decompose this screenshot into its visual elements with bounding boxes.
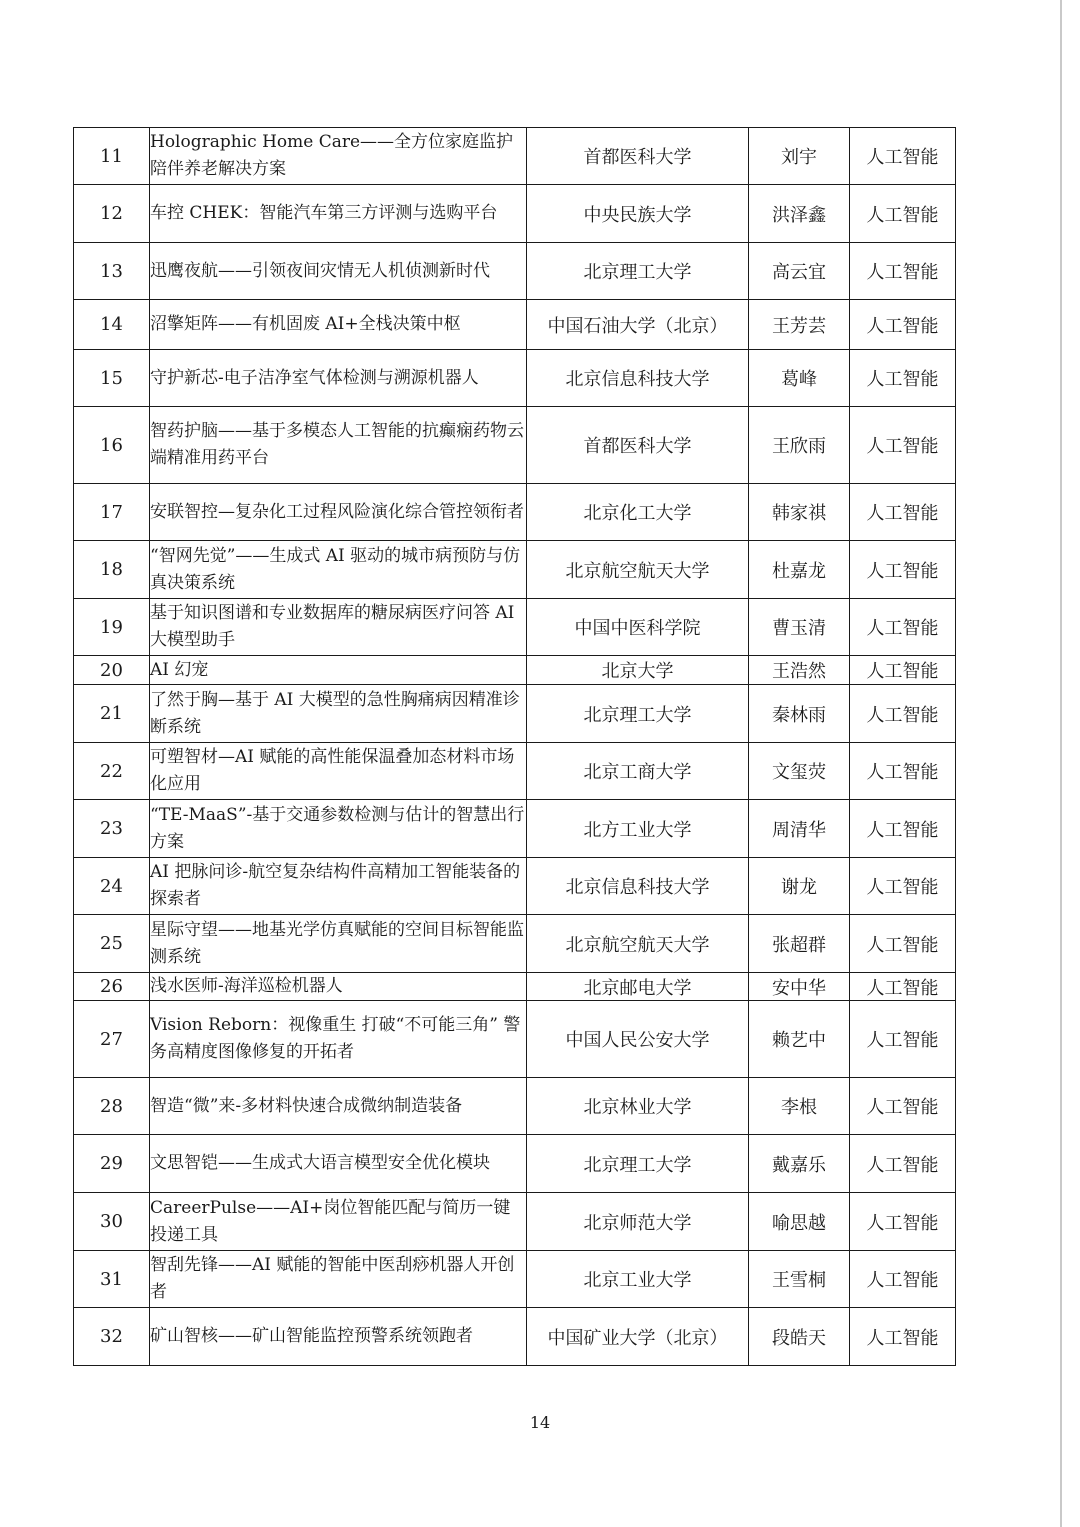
school-name: 北京化工大学 — [527, 484, 749, 541]
track-name: 人工智能 — [850, 858, 956, 915]
leader-name: 周清华 — [749, 800, 850, 858]
row-number: 32 — [74, 1308, 150, 1366]
track-name: 人工智能 — [850, 1078, 956, 1135]
track-name: 人工智能 — [850, 1308, 956, 1366]
row-number: 16 — [74, 407, 150, 484]
leader-name: 段皓天 — [749, 1308, 850, 1366]
leader-name: 王雪桐 — [749, 1251, 850, 1308]
row-number: 18 — [74, 541, 150, 599]
leader-name: 刘宇 — [749, 128, 850, 185]
project-name: 浅水医师-海洋巡检机器人 — [150, 973, 527, 1001]
table-row — [74, 1308, 956, 1366]
project-name: 可塑智材—AI 赋能的高性能保温叠加态材料市场化应用 — [150, 743, 527, 800]
project-table — [73, 127, 956, 1366]
school-name: 北方工业大学 — [527, 800, 749, 858]
school-name: 首都医科大学 — [527, 407, 749, 484]
project-name: 了然于胸—基于 AI 大模型的急性胸痛病因精准诊断系统 — [150, 685, 527, 743]
leader-name: 张超群 — [749, 915, 850, 973]
school-name: 首都医科大学 — [527, 128, 749, 185]
school-name: 中国人民公安大学 — [527, 1001, 749, 1078]
row-number: 22 — [74, 743, 150, 800]
school-name: 北京工商大学 — [527, 743, 749, 800]
track-name: 人工智能 — [850, 484, 956, 541]
table-row — [74, 350, 956, 407]
track-name: 人工智能 — [850, 743, 956, 800]
table-row — [74, 915, 956, 973]
school-name: 北京邮电大学 — [527, 973, 749, 1001]
row-number: 30 — [74, 1193, 150, 1251]
project-name: 文思智铠——生成式大语言模型安全优化模块 — [150, 1135, 527, 1193]
track-name: 人工智能 — [850, 1001, 956, 1078]
row-number: 11 — [74, 128, 150, 185]
row-number: 17 — [74, 484, 150, 541]
project-name: 智刮先锋——AI 赋能的智能中医刮痧机器人开创者 — [150, 1251, 527, 1308]
table-row — [74, 599, 956, 656]
table-row — [74, 973, 956, 1001]
leader-name: 李根 — [749, 1078, 850, 1135]
leader-name: 葛峰 — [749, 350, 850, 407]
leader-name: 王浩然 — [749, 656, 850, 685]
row-number: 14 — [74, 300, 150, 350]
school-name: 北京航空航天大学 — [527, 541, 749, 599]
track-name: 人工智能 — [850, 1251, 956, 1308]
table-row — [74, 1135, 956, 1193]
track-name: 人工智能 — [850, 599, 956, 656]
leader-name: 王芳芸 — [749, 300, 850, 350]
leader-name: 文玺荧 — [749, 743, 850, 800]
school-name: 中国石油大学（北京） — [527, 300, 749, 350]
table-row — [74, 743, 956, 800]
track-name: 人工智能 — [850, 243, 956, 300]
project-name: 星际守望——地基光学仿真赋能的空间目标智能监测系统 — [150, 915, 527, 973]
table-row — [74, 800, 956, 858]
school-name: 北京理工大学 — [527, 685, 749, 743]
table-row — [74, 1251, 956, 1308]
project-name: 守护新芯-电子洁净室气体检测与溯源机器人 — [150, 350, 527, 407]
project-table-body — [74, 128, 956, 1366]
row-number: 13 — [74, 243, 150, 300]
row-number: 26 — [74, 973, 150, 1001]
leader-name: 赖艺中 — [749, 1001, 850, 1078]
project-name: Holographic Home Care——全方位家庭监护陪伴养老解决方案 — [150, 128, 527, 185]
table-row — [74, 243, 956, 300]
table-row — [74, 1193, 956, 1251]
track-name: 人工智能 — [850, 1135, 956, 1193]
school-name: 中国矿业大学（北京） — [527, 1308, 749, 1366]
project-name: 基于知识图谱和专业数据库的糖尿病医疗问答 AI 大模型助手 — [150, 599, 527, 656]
table-row — [74, 300, 956, 350]
track-name: 人工智能 — [850, 128, 956, 185]
table-row — [74, 656, 956, 685]
track-name: 人工智能 — [850, 685, 956, 743]
leader-name: 高云宜 — [749, 243, 850, 300]
row-number: 19 — [74, 599, 150, 656]
table-row — [74, 685, 956, 743]
leader-name: 王欣雨 — [749, 407, 850, 484]
project-name: “智网先觉”——生成式 AI 驱动的城市病预防与仿真决策系统 — [150, 541, 527, 599]
track-name: 人工智能 — [850, 185, 956, 243]
table-row — [74, 484, 956, 541]
row-number: 12 — [74, 185, 150, 243]
project-name: 迅鹰夜航——引领夜间灾情无人机侦测新时代 — [150, 243, 527, 300]
school-name: 北京林业大学 — [527, 1078, 749, 1135]
leader-name: 曹玉清 — [749, 599, 850, 656]
row-number: 25 — [74, 915, 150, 973]
school-name: 北京信息科技大学 — [527, 350, 749, 407]
project-name: AI 把脉问诊-航空复杂结构件高精加工智能装备的探索者 — [150, 858, 527, 915]
row-number: 27 — [74, 1001, 150, 1078]
table-row — [74, 541, 956, 599]
project-name: 车控 CHEK：智能汽车第三方评测与选购平台 — [150, 185, 527, 243]
project-name: 智造“微”来-多材料快速合成微纳制造装备 — [150, 1078, 527, 1135]
leader-name: 洪泽鑫 — [749, 185, 850, 243]
school-name: 北京航空航天大学 — [527, 915, 749, 973]
row-number: 28 — [74, 1078, 150, 1135]
school-name: 北京师范大学 — [527, 1193, 749, 1251]
track-name: 人工智能 — [850, 800, 956, 858]
track-name: 人工智能 — [850, 1193, 956, 1251]
row-number: 15 — [74, 350, 150, 407]
project-name: AI 幻宠 — [150, 656, 527, 685]
page-number: 14 — [529, 1413, 551, 1432]
leader-name: 戴嘉乐 — [749, 1135, 850, 1193]
row-number: 24 — [74, 858, 150, 915]
leader-name: 喻思越 — [749, 1193, 850, 1251]
project-name: Vision Reborn：视像重生 打破“不可能三角” 警务高精度图像修复的开拓者 — [150, 1001, 527, 1078]
scan-edge-line — [1060, 0, 1062, 1527]
row-number: 20 — [74, 656, 150, 685]
track-name: 人工智能 — [850, 407, 956, 484]
table-row — [74, 407, 956, 484]
table-row — [74, 858, 956, 915]
school-name: 北京理工大学 — [527, 1135, 749, 1193]
project-name: 智药护脑——基于多模态人工智能的抗癫痫药物云端精准用药平台 — [150, 407, 527, 484]
table-row — [74, 185, 956, 243]
track-name: 人工智能 — [850, 915, 956, 973]
school-name: 北京理工大学 — [527, 243, 749, 300]
project-name: CareerPulse——AI+岗位智能匹配与简历一键投递工具 — [150, 1193, 527, 1251]
leader-name: 谢龙 — [749, 858, 850, 915]
leader-name: 韩家祺 — [749, 484, 850, 541]
track-name: 人工智能 — [850, 973, 956, 1001]
track-name: 人工智能 — [850, 300, 956, 350]
table-row — [74, 128, 956, 185]
track-name: 人工智能 — [850, 541, 956, 599]
table-row — [74, 1078, 956, 1135]
school-name: 中国中医科学院 — [527, 599, 749, 656]
school-name: 中央民族大学 — [527, 185, 749, 243]
table-row — [74, 1001, 956, 1078]
leader-name: 秦林雨 — [749, 685, 850, 743]
project-name: 矿山智核——矿山智能监控预警系统领跑者 — [150, 1308, 527, 1366]
project-name: “TE-MaaS”-基于交通参数检测与估计的智慧出行方案 — [150, 800, 527, 858]
row-number: 29 — [74, 1135, 150, 1193]
row-number: 21 — [74, 685, 150, 743]
school-name: 北京工业大学 — [527, 1251, 749, 1308]
school-name: 北京信息科技大学 — [527, 858, 749, 915]
row-number: 31 — [74, 1251, 150, 1308]
leader-name: 安中华 — [749, 973, 850, 1001]
leader-name: 杜嘉龙 — [749, 541, 850, 599]
row-number: 23 — [74, 800, 150, 858]
track-name: 人工智能 — [850, 350, 956, 407]
track-name: 人工智能 — [850, 656, 956, 685]
project-name: 沼擎矩阵——有机固废 AI+全栈决策中枢 — [150, 300, 527, 350]
school-name: 北京大学 — [527, 656, 749, 685]
project-name: 安联智控—复杂化工过程风险演化综合管控领衔者 — [150, 484, 527, 541]
